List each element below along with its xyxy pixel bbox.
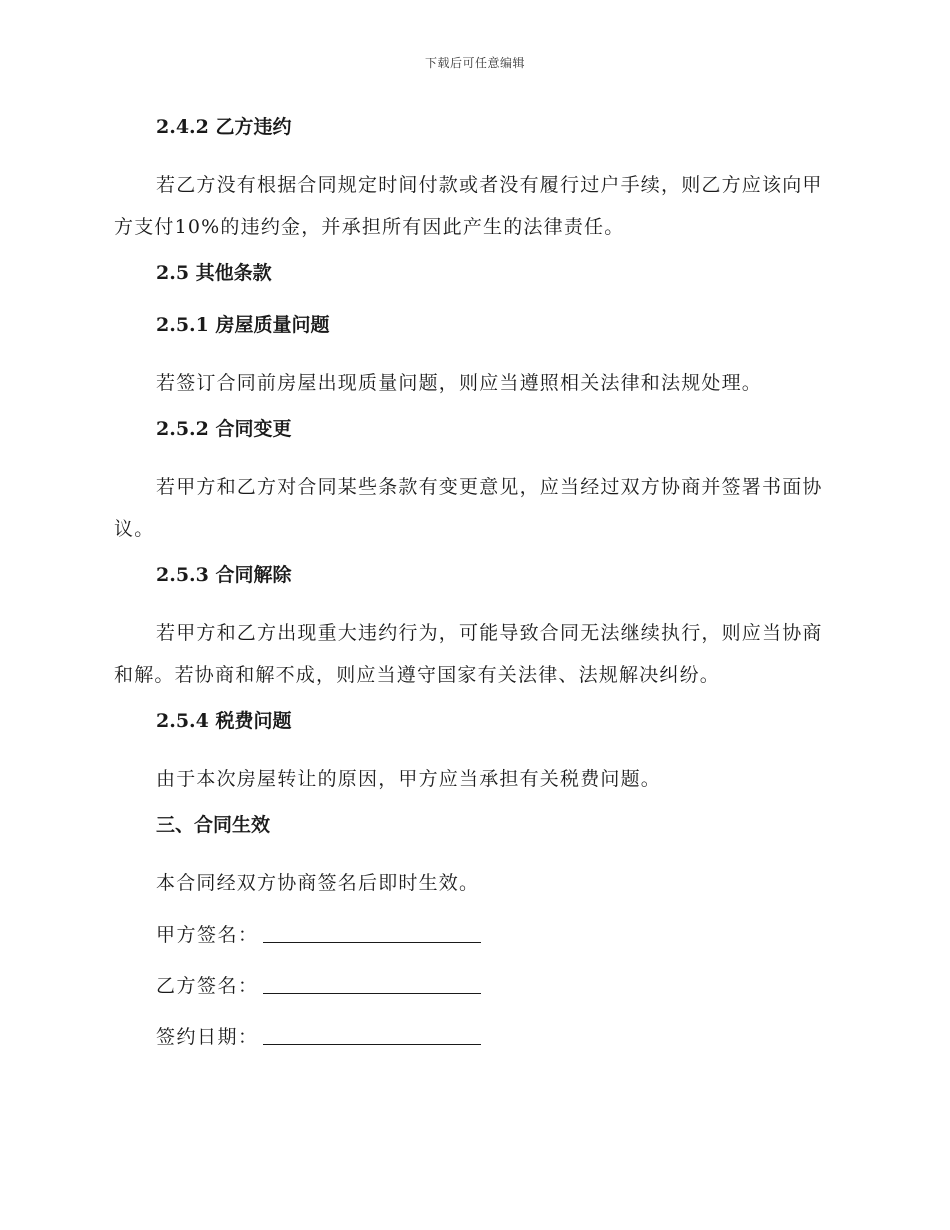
signature-party-a-blank — [263, 918, 481, 943]
signature-party-a — [156, 914, 834, 965]
section-heading-2-5: 2.5 其他条款 — [156, 262, 272, 284]
section-heading-2-4-2: 2.4.2 乙方违约 — [156, 116, 292, 138]
signature-party-b-label: 乙方签名： — [156, 975, 259, 997]
section-body-2-5-2: 若甲方和乙方对合同某些条款有变更意见，应当经过双方协商并签署书面协议。 — [114, 476, 823, 540]
section-heading-2-5-2: 2.5.2 合同变更 — [156, 418, 292, 440]
section-body-2-5-4: 由于本次房屋转让的原因，甲方应当承担有关税费问题。 — [156, 768, 662, 790]
signature-party-a-label: 甲方签名： — [156, 924, 259, 946]
section-body-2-4-2: 若乙方没有根据合同规定时间付款或者没有履行过户手续，则乙方应该向甲方支付10%的违约金，并承担所有因此产生的法律责任。 — [114, 174, 823, 238]
section-heading-3: 三、合同生效 — [156, 814, 271, 836]
signature-party-b — [156, 965, 834, 1016]
section-body-3: 本合同经双方协商签名后即时生效。 — [156, 872, 480, 894]
signature-date-label: 签约日期： — [156, 1026, 259, 1048]
section-heading-2-5-1: 2.5.1 房屋质量问题 — [156, 314, 330, 336]
page-header: 下载后可任意编辑 — [424, 56, 525, 70]
signature-party-b-blank — [263, 969, 481, 994]
section-heading-2-5-3: 2.5.3 合同解除 — [156, 564, 292, 586]
signature-date-blank — [263, 1020, 481, 1045]
document-body — [114, 112, 834, 1067]
section-body-2-5-3: 若甲方和乙方出现重大违约行为，可能导致合同无法继续执行，则应当协商和解。若协商和解不成，则应当遵守国家有关法律、法规解决纠纷。 — [114, 622, 823, 686]
section-heading-2-5-4: 2.5.4 税费问题 — [156, 710, 292, 732]
signature-date — [156, 1016, 834, 1067]
section-body-2-5-1: 若签订合同前房屋出现质量问题，则应当遵照相关法律和法规处理。 — [156, 372, 763, 394]
